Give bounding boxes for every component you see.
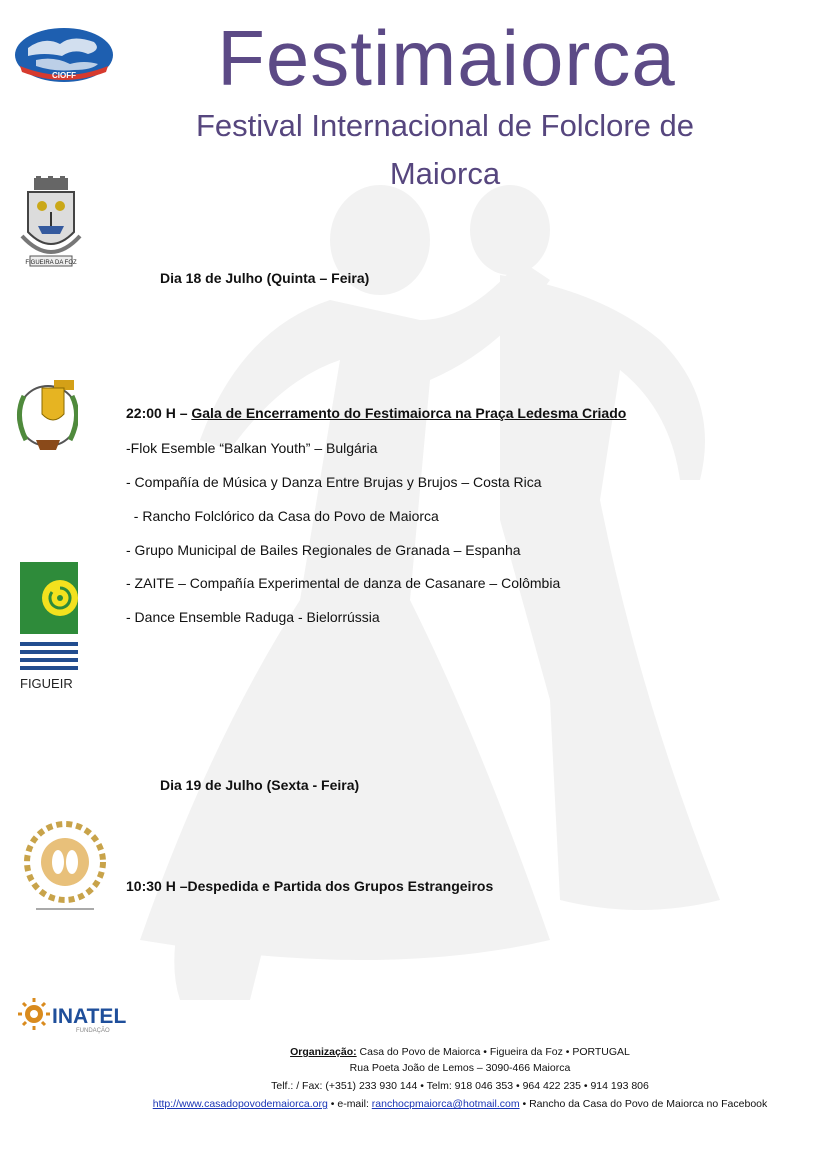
cioff-logo-text: CIOFF <box>52 71 76 80</box>
footer-org-text: Casa do Povo de Maiorca • Figueira da Foz • PORTUGAL <box>356 1046 630 1058</box>
page-title: Festimaiorca <box>217 14 676 102</box>
day1-group-3: - Rancho Folclórico da Casa do Povo de Maiorca <box>126 508 439 524</box>
footer-contacts <box>110 1096 810 1112</box>
day2-event: 10:30 H –Despedida e Partida dos Grupos Estrangeiros <box>126 878 494 894</box>
footer-org-label: Organização: <box>290 1046 357 1058</box>
figueira-entity-text: FIGUEIR <box>20 676 73 691</box>
folclore-association-logo <box>22 818 108 918</box>
footer-facebook-text: • Rancho da Casa do Povo de Maiorca no Facebook <box>519 1098 768 1110</box>
day1-group-6: - Dance Ensemble Raduga - Bielorrússia <box>126 609 380 625</box>
day1-event <box>126 405 626 421</box>
cioff-logo <box>14 26 114 84</box>
day1-event-title: Gala de Encerramento do Festimaiorca na Praça Ledesma Criado <box>191 405 627 421</box>
day2-heading: Dia 19 de Julho (Sexta - Feira) <box>160 777 360 793</box>
inatel-logo <box>18 996 128 1036</box>
figueira-coat-text: FIGUEIRA DA FOZ <box>25 260 77 266</box>
figueira-coat-of-arms <box>20 176 82 270</box>
page-subtitle <box>175 102 715 198</box>
day1-group-2: - Compañía de Música y Danza Entre Brujas y Brujos – Costa Rica <box>126 474 542 490</box>
footer-email-link[interactable]: ranchocpmaiorca@hotmail.com <box>371 1098 520 1110</box>
footer-website-link[interactable]: http://www.casadopovodemaiorca.org <box>152 1098 328 1110</box>
footer-org-line <box>110 1044 810 1060</box>
day1-group-5: - ZAITE – Compañía Experimental de danza de Casanare – Colômbia <box>126 575 561 591</box>
inatel-logo-text: INATEL <box>52 1005 127 1028</box>
dancers-watermark <box>80 180 780 1020</box>
inatel-logo-subtext: FUNDAÇÃO <box>76 1028 110 1034</box>
day1-group-1: -Flok Esemble “Balkan Youth” – Bulgária <box>126 440 378 456</box>
day1-heading: Dia 18 de Julho (Quinta – Feira) <box>160 270 370 286</box>
day1-event-time: 22:00 H – <box>126 405 188 421</box>
subtitle-line-2: Maiorca <box>389 156 501 191</box>
casa-do-povo-seal <box>12 366 78 466</box>
day1-group-4: - Grupo Municipal de Bailes Regionales de Granada – Espanha <box>126 542 521 558</box>
footer-phones: Telf.: / Fax: (+351) 233 930 144 • Telm: 918 046 353 • 964 422 235 • 914 193 806 <box>271 1080 649 1092</box>
footer <box>110 1044 810 1112</box>
subtitle-line-1: Festival Internacional de Folclore de <box>196 108 694 143</box>
footer-address: Rua Poeta João de Lemos – 3090-466 Maiorca <box>349 1062 571 1074</box>
footer-email-label: • e-mail: <box>327 1098 372 1110</box>
figueira-entity-logo <box>20 562 106 698</box>
